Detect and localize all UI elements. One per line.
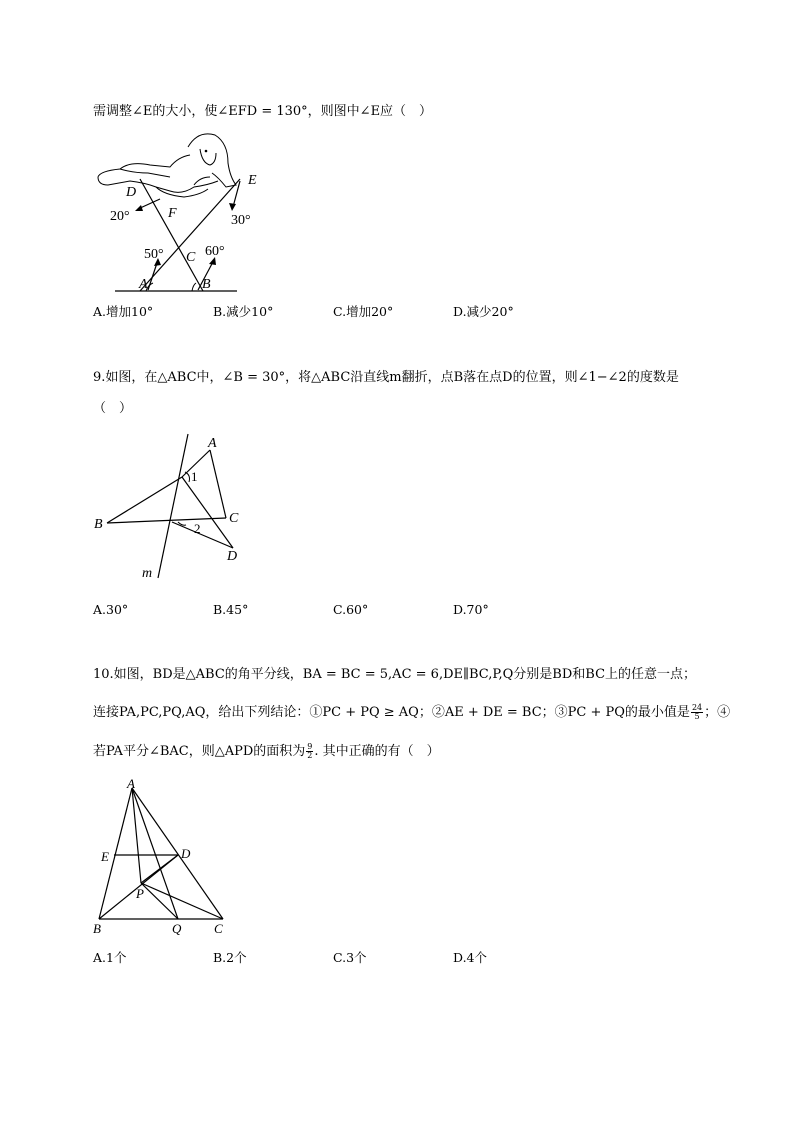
q9-figure bbox=[90, 430, 260, 585]
q10-question-text-line2 bbox=[93, 704, 730, 722]
q10-label-B: B bbox=[93, 921, 101, 936]
q8-label-50: 50° bbox=[144, 247, 164, 262]
q9-label-m: m bbox=[142, 566, 153, 581]
q10-line3-text-b: . 其中正确的有（ ） bbox=[314, 744, 440, 759]
q8-label-C: C bbox=[186, 250, 196, 265]
q10-figure bbox=[90, 778, 240, 938]
q10-line2-text-a: 连接PA,PC,PQ,AQ，给出下列结论：①PC + PQ ≥ AQ；②AE + DE = BC；③PC + PQ的最小值是 bbox=[93, 705, 690, 720]
q8-label-E: E bbox=[248, 173, 257, 188]
q9-label-A: A bbox=[208, 436, 217, 451]
q10-label-E: E bbox=[101, 849, 109, 864]
q10-label-P: P bbox=[136, 886, 144, 901]
q8-label-D: D bbox=[126, 185, 137, 200]
q8-label-20: 20° bbox=[110, 209, 130, 224]
q9-option-a[interactable]: A.30° bbox=[93, 602, 129, 617]
q10-question-text-line3 bbox=[93, 743, 440, 761]
q10-option-d[interactable]: D.4个 bbox=[453, 950, 488, 965]
q10-option-b[interactable]: B.2个 bbox=[213, 950, 247, 965]
q9-question-text-line2: （ ） bbox=[93, 401, 133, 416]
q10-label-A: A bbox=[127, 778, 135, 791]
q9-label-1: 1 bbox=[191, 469, 198, 484]
q9-label-2: 2 bbox=[194, 521, 201, 536]
q8-label-B: B bbox=[202, 277, 211, 292]
q10-label-D: D bbox=[181, 846, 191, 861]
q10-line2-text-b: ；④ bbox=[704, 705, 731, 720]
q10-label-C: C bbox=[214, 921, 223, 936]
q10-line3-text-a: 若PA平分∠BAC，则△APD的面积为 bbox=[93, 744, 306, 759]
q8-label-60: 60° bbox=[205, 244, 225, 259]
q8-option-b[interactable]: B.减少10° bbox=[213, 304, 274, 319]
q10-option-a[interactable]: A.1个 bbox=[93, 950, 127, 965]
q8-option-c[interactable]: C.增加20° bbox=[333, 304, 394, 319]
q10-question-text-line1: 10.如图，BD是△ABC的角平分线，BA = BC = 5,AC = 6,DE∥BC,P,Q分别是BD和BC上的任意一点； bbox=[93, 667, 697, 682]
q8-option-a[interactable]: A.增加10° bbox=[93, 304, 154, 319]
q10-fraction-9-2: $\frac{9}{2}$ bbox=[307, 742, 313, 760]
q9-question-text-line1: 9.如图，在△ABC中，∠B = 30°，将△ABC沿直线m翻折，点B落在点D的位置，则∠1−∠2的度数是 bbox=[93, 370, 679, 385]
q10-option-c[interactable]: C.3个 bbox=[333, 950, 367, 965]
q8-label-A: A bbox=[139, 277, 148, 292]
q9-option-b[interactable]: B.45° bbox=[213, 602, 249, 617]
q9-label-C: C bbox=[229, 511, 239, 526]
q9-label-B: B bbox=[94, 517, 103, 532]
q8-option-d[interactable]: D.减少20° bbox=[453, 304, 514, 319]
q10-fraction-24-5: $\frac{24}{5}$ bbox=[691, 703, 703, 721]
q8-question-text: 需调整∠E的大小，使∠EFD = 130°，则图中∠E应（ ） bbox=[93, 104, 433, 119]
q9-option-c[interactable]: C.60° bbox=[333, 602, 369, 617]
q9-label-D: D bbox=[227, 549, 238, 564]
q8-label-30: 30° bbox=[231, 213, 251, 228]
q9-option-d[interactable]: D.70° bbox=[453, 602, 489, 617]
q8-label-F: F bbox=[168, 206, 177, 221]
q10-label-Q: Q bbox=[172, 921, 182, 936]
q8-figure bbox=[90, 125, 260, 295]
